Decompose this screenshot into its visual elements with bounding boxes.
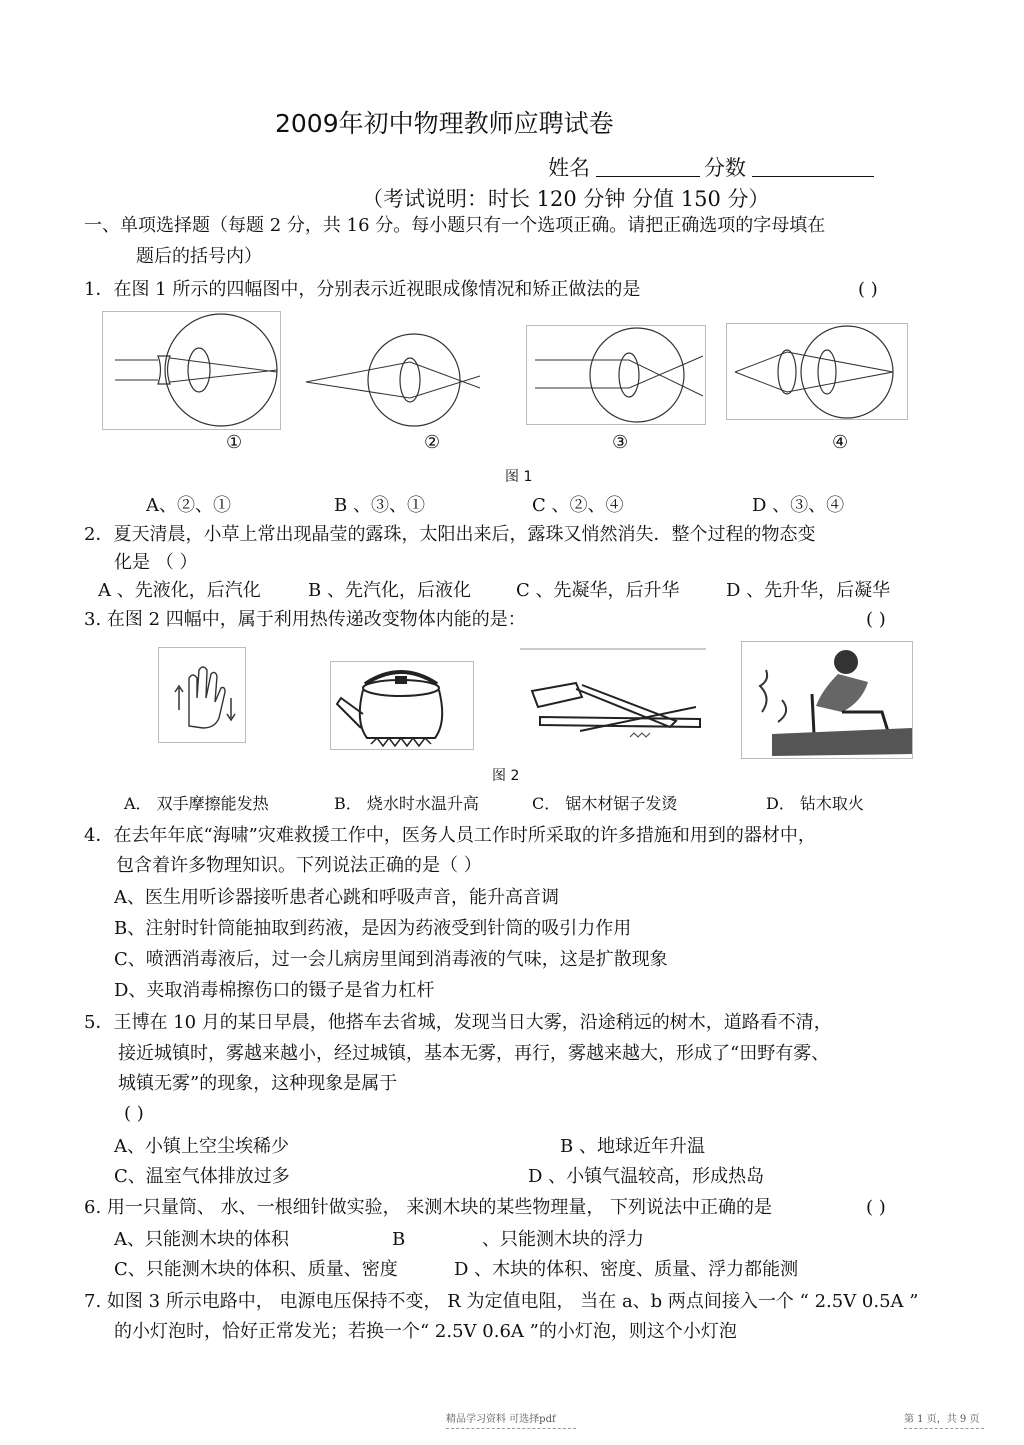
name-label: 姓名 bbox=[548, 156, 590, 180]
q7-stem: 7. 如图 3 所示电路中， 电源电压保持不变， R 为定值电阻， 当在 a、b 两点间接入一个 “ 2.5V 0.5A ” bbox=[84, 1291, 919, 1312]
page-number: 第 1 页，共 9 页 bbox=[904, 1414, 980, 1425]
q1-stem: 1．在图 1 所示的四幅图中，分别表示近视眼成像情况和矫正做法的是 bbox=[84, 279, 641, 300]
q2-option-b[interactable]: B 、先汽化，后液化 bbox=[308, 580, 471, 601]
q2-stem-cont: 化是 （ ） bbox=[114, 552, 198, 573]
q4-option-a[interactable]: A、医生用听诊器接听患者心跳和呼吸声音，能升高音调 bbox=[114, 887, 559, 908]
figure2-caption: 图 2 bbox=[492, 768, 520, 784]
saw-icon bbox=[520, 647, 706, 747]
q1-option-b[interactable]: B 、③、① bbox=[334, 495, 425, 516]
q6-option-c[interactable]: C、只能测木块的体积、质量、密度 bbox=[114, 1259, 398, 1280]
q3-option-a[interactable]: A． 双手摩擦能发热 bbox=[124, 794, 269, 813]
q2-option-c[interactable]: C 、先凝华，后升华 bbox=[516, 580, 680, 601]
q6-option-b-letter[interactable]: B bbox=[392, 1229, 406, 1250]
section-heading: 一、单项选择题（每题 2 分，共 16 分。每小题只有一个选项正确。请把正确选项的字母填在 bbox=[84, 215, 826, 236]
figure1-diagram-1 bbox=[102, 311, 281, 430]
q5-stem-cont1: 接近城镇时，雾越来越小，经过城镇，基本无雾，再行，雾越来越大，形成了“田野有雾、 bbox=[118, 1043, 830, 1064]
figure2-saw bbox=[520, 647, 706, 747]
name-blank[interactable] bbox=[596, 176, 700, 177]
figure1-caption: 图 1 bbox=[505, 469, 533, 485]
figure1-label-3: ③ bbox=[612, 432, 629, 453]
figure1-label-4: ④ bbox=[832, 432, 849, 453]
q4-stem-cont: 包含着许多物理知识。下列说法正确的是（ ） bbox=[116, 855, 482, 876]
footer-source: 精品学习资料 可选择pdf bbox=[446, 1414, 556, 1425]
q5-stem: 5．王博在 10 月的某日早晨，他搭车去省城，发现当日大雾，沿途稍远的树木，道路看不清， bbox=[84, 1012, 832, 1033]
q6-stem: 6. 用一只量筒、 水、一根细针做实验， 来测木块的某些物理量， 下列说法中正确的是 bbox=[84, 1197, 773, 1218]
score-label: 分数 bbox=[704, 156, 746, 180]
rubbing-hands-icon bbox=[159, 648, 245, 742]
q3-stem: 3. 在图 2 四幅中，属于利用热传递改变物体内能的是： bbox=[84, 609, 526, 630]
q4-option-d[interactable]: D、夹取消毒棉擦伤口的镊子是省力杠杆 bbox=[114, 980, 435, 1001]
q6-option-b[interactable]: 、只能测木块的浮力 bbox=[482, 1229, 644, 1250]
q1-option-c[interactable]: C 、②、④ bbox=[532, 495, 624, 516]
q5-option-d[interactable]: D 、小镇气温较高，形成热岛 bbox=[528, 1166, 765, 1187]
section-heading-cont: 题后的括号内） bbox=[136, 246, 262, 267]
q3-option-d[interactable]: D． 钻木取火 bbox=[766, 794, 864, 813]
footer-divider-right bbox=[904, 1428, 984, 1429]
q5-option-c[interactable]: C、温室气体排放过多 bbox=[114, 1166, 290, 1187]
q2-stem: 2．夏天清晨，小草上常出现晶莹的露珠，太阳出来后，露珠又悄然消失．整个过程的物态变 bbox=[84, 524, 816, 545]
figure2-drill-fire bbox=[741, 641, 913, 759]
q4-option-b[interactable]: B、注射时针筒能抽取到药液，是因为药液受到针筒的吸引力作用 bbox=[114, 918, 632, 939]
q7-stem-cont: 的小灯泡时，恰好正常发光；若换一个“ 2.5V 0.6A ”的小灯泡，则这个小灯泡 bbox=[114, 1321, 737, 1342]
q6-option-d[interactable]: D 、木块的体积、密度、质量、浮力都能测 bbox=[454, 1259, 799, 1280]
q2-option-a[interactable]: A 、先液化，后汽化 bbox=[98, 580, 261, 601]
figure1-label-2: ② bbox=[424, 432, 441, 453]
figure2-hands bbox=[158, 647, 246, 743]
kettle-icon bbox=[331, 662, 473, 749]
q5-option-b[interactable]: B 、地球近年升温 bbox=[560, 1136, 705, 1157]
q1-option-d[interactable]: D 、③、④ bbox=[752, 495, 845, 516]
q2-option-d[interactable]: D 、先升华，后凝华 bbox=[726, 580, 891, 601]
figure1-diagram-3 bbox=[526, 325, 706, 425]
q3-option-c[interactable]: C． 锯木材锯子发烫 bbox=[532, 794, 678, 813]
score-blank[interactable] bbox=[752, 176, 874, 177]
figure2-kettle bbox=[330, 661, 474, 750]
figure1-diagram-2 bbox=[304, 332, 482, 428]
fire-drill-icon bbox=[742, 642, 912, 758]
exam-note: （考试说明：时长 120 分钟 分值 150 分） bbox=[362, 187, 770, 211]
q5-stem-cont2: 城镇无雾”的现象，这种现象是属于 bbox=[118, 1073, 398, 1094]
figure1-label-1: ① bbox=[226, 432, 243, 453]
eye-nearsighted-icon bbox=[527, 326, 705, 424]
q1-answer-paren[interactable]: ( ) bbox=[858, 279, 878, 300]
q5-option-a[interactable]: A、小镇上空尘埃稀少 bbox=[114, 1136, 289, 1157]
page-title: 2009年初中物理教师应聘试卷 bbox=[275, 109, 614, 138]
eye-convex-lens-icon bbox=[727, 324, 907, 419]
q3-option-b[interactable]: B． 烧水时水温升高 bbox=[334, 794, 479, 813]
figure1-diagram-4 bbox=[726, 323, 908, 420]
q5-answer-paren[interactable]: ( ) bbox=[124, 1103, 144, 1124]
q6-answer-paren[interactable]: ( ) bbox=[866, 1197, 886, 1218]
q4-option-c[interactable]: C、喷洒消毒液后，过一会儿病房里闻到消毒液的气味，这是扩散现象 bbox=[114, 949, 668, 970]
q3-answer-paren[interactable]: ( ) bbox=[866, 609, 886, 630]
footer-divider-left bbox=[446, 1428, 576, 1429]
q1-option-a[interactable]: A、②、① bbox=[146, 495, 231, 516]
q4-stem: 4．在去年年底“海啸”灾难救援工作中，医务人员工作时所采取的许多措施和用到的器材中， bbox=[84, 825, 816, 846]
q6-option-a[interactable]: A、只能测木块的体积 bbox=[114, 1229, 289, 1250]
eye-concave-lens-icon bbox=[103, 312, 280, 429]
eye-farsighted-icon bbox=[304, 332, 482, 428]
